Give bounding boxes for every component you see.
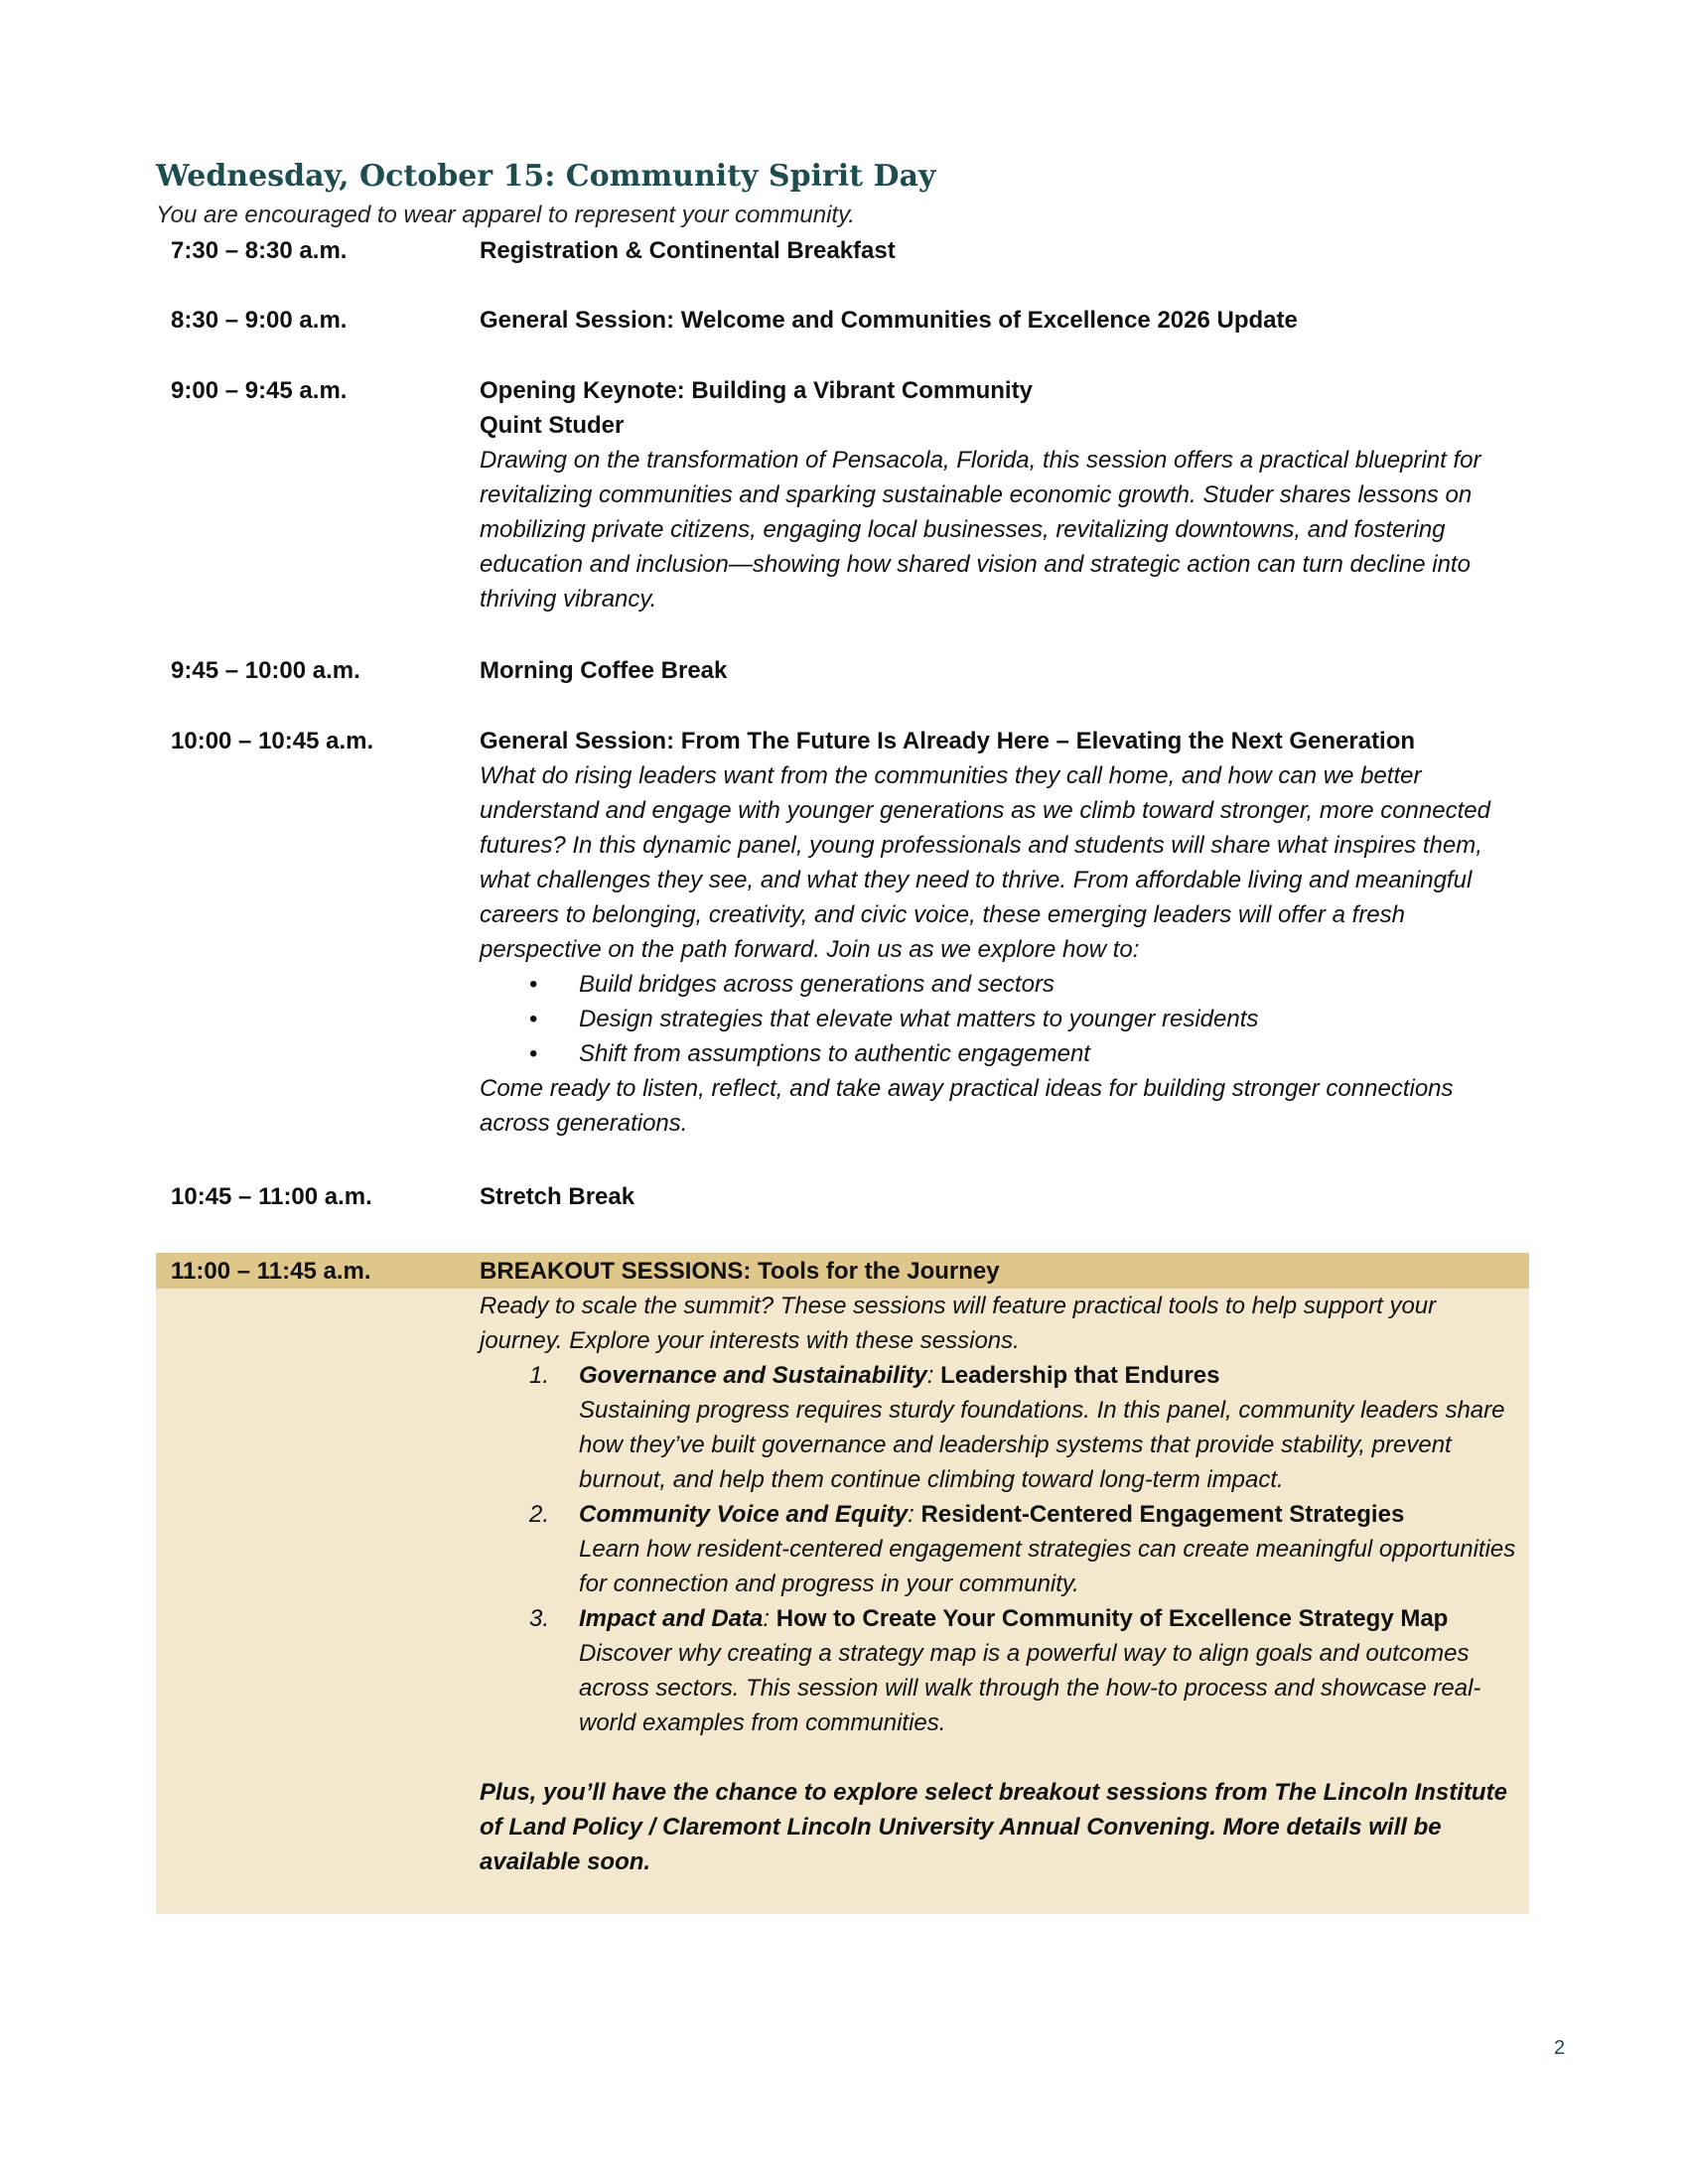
- session-time: 9:00 – 9:45 a.m.: [171, 377, 348, 404]
- session-title: Registration & Continental Breakfast: [480, 237, 896, 264]
- speaker-name: Quint Studer: [480, 412, 625, 439]
- session-title: Stretch Break: [480, 1183, 635, 1210]
- session-track: Community Voice and Equity: [579, 1501, 909, 1528]
- day-title: Wednesday, October 15: Community Spirit Day: [156, 159, 936, 194]
- session-closing: Come ready to listen, reflect, and take away practical ideas for building stronger connections across generations.: [480, 1075, 1454, 1137]
- session-number: 3.: [529, 1605, 550, 1632]
- session-description: Learn how resident-centered engagement strategies can create meaningful opportunities for connection and progress in your community.: [579, 1536, 1516, 1597]
- session-time: 10:00 – 10:45 a.m.: [171, 728, 374, 754]
- breakout-time: 11:00 – 11:45 a.m.: [171, 1258, 371, 1285]
- breakout-session: 3. Impact and Data: How to Create Your Community of Excellence Strategy Map Discover why creating a strategy map is a powerful way to align goals and outcomes across sectors. This session will walk through the how-to process and showcase real-world examples from communities.: [480, 1601, 1522, 1740]
- session-time: 9:45 – 10:00 a.m.: [171, 657, 360, 684]
- breakout-session: 2. Community Voice and Equity: Resident-Centered Engagement Strategies Learn how resident-centered engagement strategies can create meaningful opportunities for connection and progress in your community.: [480, 1497, 1522, 1601]
- bullet-item: • Build bridges across generations and sectors: [480, 967, 1522, 1002]
- session-time: 8:30 – 9:00 a.m.: [171, 307, 348, 334]
- session-description: Discover why creating a strategy map is a powerful way to align goals and outcomes across sectors. This session will walk through the how-to process and showcase real-world examples from communities.: [579, 1640, 1481, 1736]
- breakout-title: BREAKOUT SESSIONS: Tools for the Journey: [480, 1258, 1000, 1285]
- breakout-session: 1. Governance and Sustainability: Leadership that Endures Sustaining progress requires sturdy foundations. In this panel, community leaders share how they’ve built governance and leadership systems that provide stability, prevent burnout, and help them continue climbing toward long-term impact.: [480, 1358, 1522, 1497]
- session-title: Opening Keynote: Building a Vibrant Community: [480, 377, 1033, 404]
- breakout-session-list: [480, 1358, 1522, 1740]
- breakout-plus-note: Plus, you’ll have the chance to explore select breakout sessions from The Lincoln Institute of Land Policy / Claremont Lincoln University Annual Convening. More details will be available soon.: [480, 1779, 1507, 1875]
- session-number: 2.: [529, 1501, 550, 1528]
- bullet-list: [480, 967, 1522, 1071]
- session-title: General Session: Welcome and Communities of Excellence 2026 Update: [480, 307, 1298, 334]
- session-track: Impact and Data: [579, 1605, 764, 1632]
- session-title: Leadership that Endures: [940, 1362, 1220, 1389]
- session-title: General Session: From The Future Is Already Here – Elevating the Next Generation: [480, 728, 1416, 754]
- bullet-item: • Design strategies that elevate what matters to younger residents: [480, 1002, 1522, 1036]
- session-number: 1.: [529, 1362, 550, 1389]
- session-description: Sustaining progress requires sturdy foundations. In this panel, community leaders share how they’ve built governance and leadership systems that provide stability, prevent burnout, and help them continue climbing toward long-term impact.: [579, 1397, 1505, 1493]
- session-title: Morning Coffee Break: [480, 657, 728, 684]
- session-description: What do rising leaders want from the communities they call home, and how can we better understand and engage with younger generations as we climb toward stronger, more connected futures? In this dynamic panel, young professionals and students will share what inspires them, what challenges they see, and what they need to thrive. From affordable living and meaningful careers to belonging, creativity, and civic voice, these emerging leaders will offer a fresh perspective on the path forward. Join us as we explore how to:: [480, 762, 1490, 963]
- session-description: Drawing on the transformation of Pensacola, Florida, this session offers a practical blueprint for revitalizing communities and sparking sustainable economic growth. Studer shares lessons on mobilizing private citizens, engaging local businesses, revitalizing downtowns, and fostering education and inclusion—showing how shared vision and strategic action can turn decline into thriving vibrancy.: [480, 447, 1481, 613]
- bullet-item: • Shift from assumptions to authentic engagement: [480, 1036, 1522, 1071]
- session-title: How to Create Your Community of Excellence Strategy Map: [775, 1605, 1449, 1632]
- session-time: 10:45 – 11:00 a.m.: [171, 1183, 372, 1210]
- page-number: 2: [1554, 2037, 1566, 2059]
- session-title: Resident-Centered Engagement Strategies: [920, 1501, 1405, 1528]
- session-track: Governance and Sustainability: [579, 1362, 927, 1389]
- session-time: 7:30 – 8:30 a.m.: [171, 237, 348, 264]
- breakout-intro: Ready to scale the summit? These sessions will feature practical tools to help support your journey. Explore your interests with these sessions.: [480, 1293, 1437, 1354]
- day-subtitle: You are encouraged to wear apparel to represent your community.: [156, 202, 855, 228]
